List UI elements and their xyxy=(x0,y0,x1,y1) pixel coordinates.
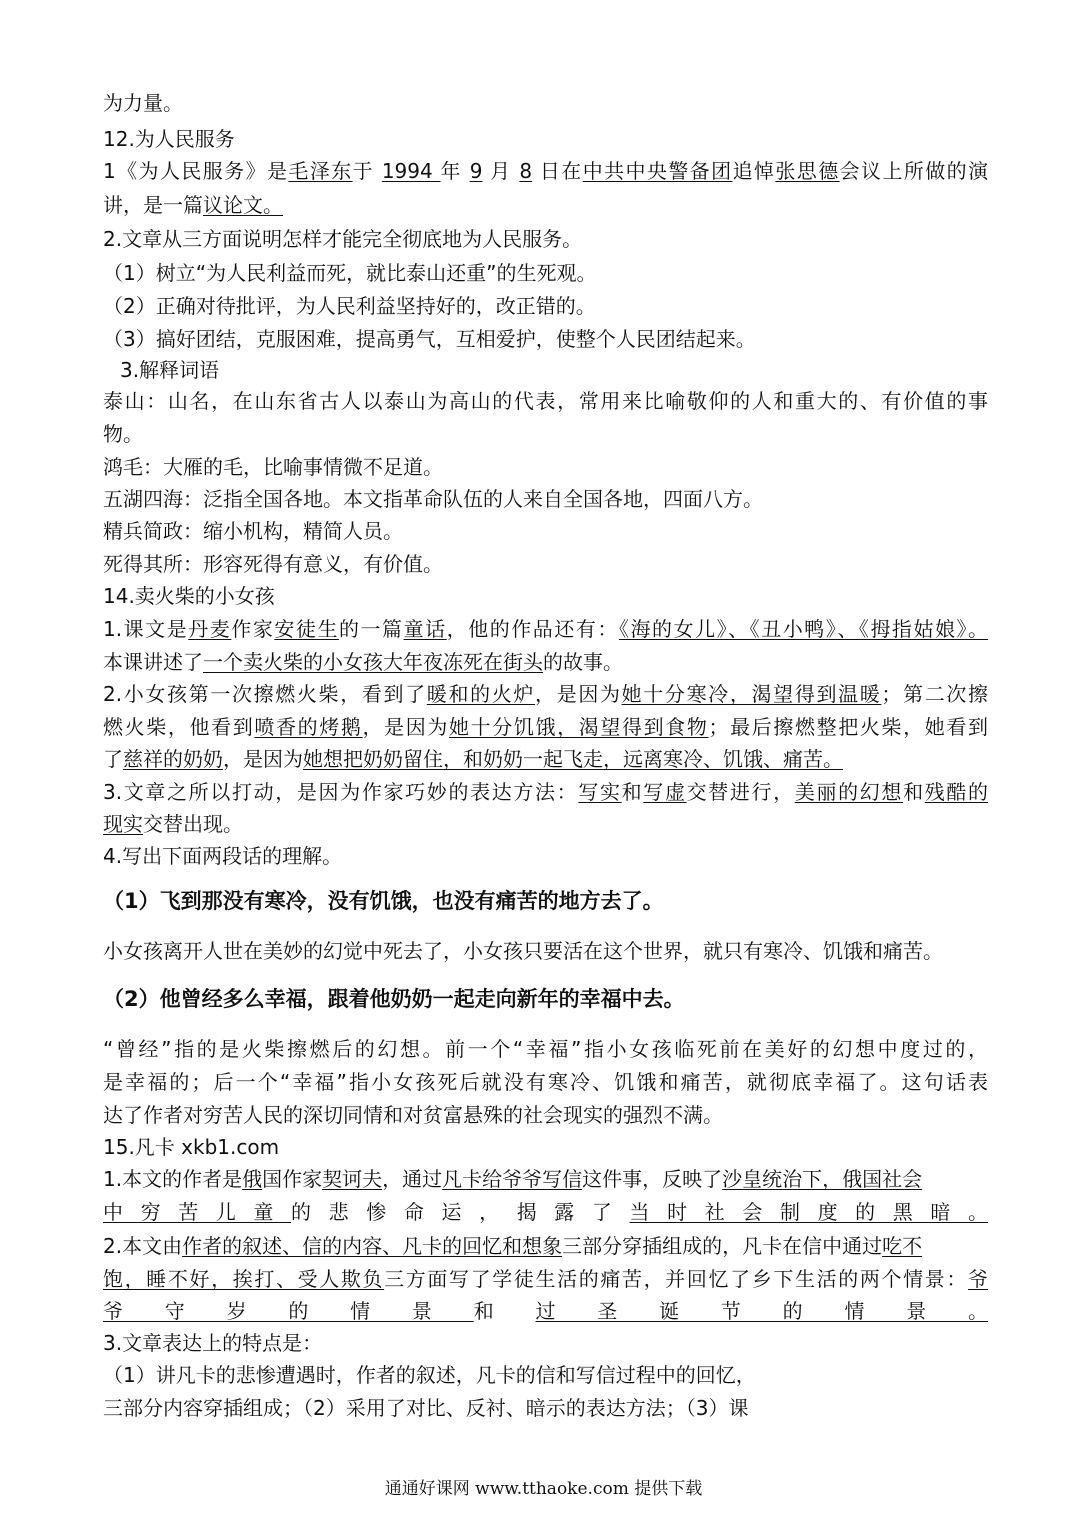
text-segment: 月 xyxy=(482,159,520,183)
text-line: 精兵简政：缩小机构，精简人员。 xyxy=(103,519,403,543)
underlined-answer: 残酷的 xyxy=(924,780,989,804)
text-segment: 燃火柴，他看到 xyxy=(103,715,255,739)
text-segment: ，通过 xyxy=(382,1167,443,1191)
text-line: 物。 xyxy=(103,422,143,446)
text-segment: 年 xyxy=(440,159,470,183)
underlined-answer: 现实 xyxy=(103,812,143,836)
underlined-answer: 中共中央警备团 xyxy=(582,159,733,183)
text-segment: 于 xyxy=(352,159,382,183)
text-segment: 的故事。 xyxy=(543,650,623,674)
underlined-answer: 美丽的幻想 xyxy=(794,780,904,804)
text-segment: 交替进行， xyxy=(686,780,795,804)
text-line: 小女孩离开人世在美妙的幻觉中死去了，小女孩只要活在这个世界，就只有寒冷、饥饿和痛苦。 xyxy=(103,939,943,963)
text-line xyxy=(103,1199,988,1225)
text-segment: 和 xyxy=(903,780,925,804)
underlined-answer: 凡卡给爷爷写信 xyxy=(442,1167,583,1191)
underlined-answer: 写虚 xyxy=(643,780,687,804)
text-line xyxy=(103,714,988,740)
underlined-answer: 1994 xyxy=(381,159,441,183)
text-segment: ；第二次擦 xyxy=(881,682,989,706)
text-line: （2）正确对待批评，为人民利益坚持好的，改正错的。 xyxy=(103,294,596,318)
text-segment: 三部分穿插组成的，凡卡在信中通过 xyxy=(562,1234,883,1258)
underlined-answer: 暖和的火炉 xyxy=(426,682,536,706)
text-line xyxy=(103,192,988,218)
text-line xyxy=(103,1233,988,1259)
text-segment: 1.课文是 xyxy=(103,617,189,641)
text-line: 3.文章表达上的特点是： xyxy=(103,1331,323,1355)
text-segment: 2.小女孩第一次擦燃火柴，看到了 xyxy=(103,682,427,706)
text-line xyxy=(103,746,988,772)
underlined-answer: 爷守岁的情景 xyxy=(103,1299,474,1323)
text-segment: 1.本文的作者是 xyxy=(103,1167,243,1191)
text-line: （1）飞到那没有寒冷，没有饥饿，也没有痛苦的地方去了。 xyxy=(103,889,664,913)
underlined-answer: 她想把奶奶留住，和奶奶一起飞走，远离寒冷、饥饿、痛苦。 xyxy=(303,747,843,771)
underlined-answer: 当时社会制度的黑暗。 xyxy=(629,1200,989,1224)
text-segment: 本课讲述了 xyxy=(103,650,203,674)
text-segment: 日在 xyxy=(532,159,583,183)
text-segment: 作家 xyxy=(231,617,275,641)
underlined-answer: 契诃夫 xyxy=(322,1167,383,1191)
text-segment: 的一篇 xyxy=(338,617,404,641)
text-line: （2）他曾经多么幸福，跟着他奶奶一起走向新年的幸福中去。 xyxy=(103,987,685,1011)
text-segment: 追悼 xyxy=(732,159,776,183)
text-line: 死得其所：形容死得有意义，有价值。 xyxy=(103,552,443,576)
text-segment: 2.本文由 xyxy=(103,1234,183,1258)
underlined-answer: 饱，睡不好，挨打、受人欺负 xyxy=(103,1267,385,1291)
text-line xyxy=(103,1298,988,1324)
underlined-answer: 安徒生 xyxy=(274,617,339,641)
text-segment: 这件事，反映了 xyxy=(582,1167,723,1191)
text-line xyxy=(103,616,988,642)
underlined-answer: 8 xyxy=(519,159,533,183)
text-line: （1）讲凡卡的悲惨遭遇时，作者的叙述，凡卡的信和写信过程中的回忆， xyxy=(103,1363,756,1387)
underlined-answer: 慈祥的奶奶 xyxy=(123,747,223,771)
text-line: 达了作者对穷苦人民的深切同情和对贫富悬殊的社会现实的强烈不满。 xyxy=(103,1103,723,1127)
underlined-answer: 议论文。 xyxy=(203,193,283,217)
text-segment: ，是因为 xyxy=(535,682,622,706)
text-line: （1）树立“为人民利益而死，就比泰山还重”的生死观。 xyxy=(103,261,597,285)
underlined-answer: 沙皇统治下，俄国社会 xyxy=(722,1167,923,1191)
text-line: 为力量。 xyxy=(103,91,183,115)
text-line xyxy=(103,811,988,837)
text-segment: 讲，是一篇 xyxy=(103,193,203,217)
underlined-answer: 吃不 xyxy=(882,1234,923,1258)
text-segment: 和 xyxy=(473,1299,536,1323)
text-line xyxy=(103,158,988,184)
underlined-answer: 写实 xyxy=(578,780,622,804)
text-segment: 交替出现。 xyxy=(143,812,243,836)
text-line: 14.卖火柴的小女孩 xyxy=(103,584,275,608)
text-segment: 三方面写了学徒生活的痛苦，并回忆了乡下生活的两个情景： xyxy=(384,1267,968,1291)
text-line: （3）搞好团结，克服困难，提高勇气，互相爱护，使整个人民团结起来。 xyxy=(103,327,756,351)
underlined-answer: 9 xyxy=(469,159,483,183)
text-line: 2.文章从三方面说明怎样才能完全彻底地为人民服务。 xyxy=(103,227,583,251)
text-segment: 会议上所做的演 xyxy=(839,159,989,183)
underlined-answer: 作者的叙述、信的内容、凡卡的回忆和想象 xyxy=(182,1234,563,1258)
text-line: 泰山：山名，在山东省古人以泰山为高山的代表，常用来比喻敬仰的人和重大的、有价值的事 xyxy=(103,389,988,413)
underlined-answer: 爷 xyxy=(968,1267,988,1291)
text-line: 4.写出下面两段话的理解。 xyxy=(103,844,343,868)
text-segment: 和 xyxy=(621,780,644,804)
text-line: 是幸福的；后一个“幸福”指小女孩死后就没有寒冷、饥饿和痛苦，就彻底幸福了。这句话表 xyxy=(103,1070,988,1094)
underlined-answer: 过圣诞节的情景。 xyxy=(535,1299,989,1323)
text-line: 12.为人民服务 xyxy=(103,127,235,151)
text-line xyxy=(103,1266,988,1292)
underlined-answer: 张思德 xyxy=(775,159,840,183)
text-line xyxy=(103,681,988,707)
text-line: “曾经”指的是火柴擦燃后的幻想。前一个“幸福”指小女孩临死前在美好的幻想中度过的， xyxy=(103,1037,988,1061)
text-line xyxy=(103,779,988,805)
underlined-answer: 她十分饥饿，渴望得到食物 xyxy=(449,715,709,739)
text-segment: ；最后擦燃整把火柴，她看到 xyxy=(708,715,988,739)
text-line: 鸿毛：大雁的毛，比喻事情微不足道。 xyxy=(103,455,443,479)
text-line: 15.凡卡 xkb1.com xyxy=(103,1135,280,1159)
text-line: 五湖四海：泛指全国各地。本文指革命队伍的人来自全国各地，四面八方。 xyxy=(103,487,763,511)
text-line: 3.解释词语 xyxy=(120,358,220,382)
page-footer: 通通好课网 www.tthaoke.com 提供下载 xyxy=(384,1479,703,1499)
text-segment: 3.文章之所以打动，是因为作家巧妙的表达方法： xyxy=(103,780,579,804)
underlined-answer: 她十分寒冷，渴望得到温暖 xyxy=(621,682,882,706)
underlined-answer: 毛泽东 xyxy=(288,159,353,183)
underlined-answer: 中穷苦儿童 xyxy=(103,1200,292,1224)
text-segment: ，是因为 xyxy=(223,747,303,771)
underlined-answer: 喷香的烤鹅 xyxy=(254,715,363,739)
text-line xyxy=(103,1166,988,1192)
text-segment: ，是因为 xyxy=(362,715,449,739)
underlined-answer: 俄 xyxy=(242,1167,263,1191)
text-segment: 国作家 xyxy=(262,1167,323,1191)
text-segment: ，他的作品还有： xyxy=(446,617,619,641)
underlined-answer: 丹麦 xyxy=(188,617,232,641)
text-line: 三部分内容穿插组成；（2）采用了对比、反衬、暗示的表达方法；（3）课 xyxy=(103,1396,749,1420)
text-line xyxy=(103,649,988,675)
text-segment: 1《为人民服务》是 xyxy=(103,159,289,183)
text-segment: 了 xyxy=(103,747,123,771)
text-segment: 的悲惨命运，揭露了 xyxy=(291,1200,630,1224)
underlined-answer: 一个卖火柴的小女孩大年夜冻死在街头 xyxy=(203,650,543,674)
underlined-answer: 《海的女儿》、《丑小鸭》、《拇指姑娘》。 xyxy=(618,617,989,641)
underlined-answer: 童话 xyxy=(403,617,447,641)
